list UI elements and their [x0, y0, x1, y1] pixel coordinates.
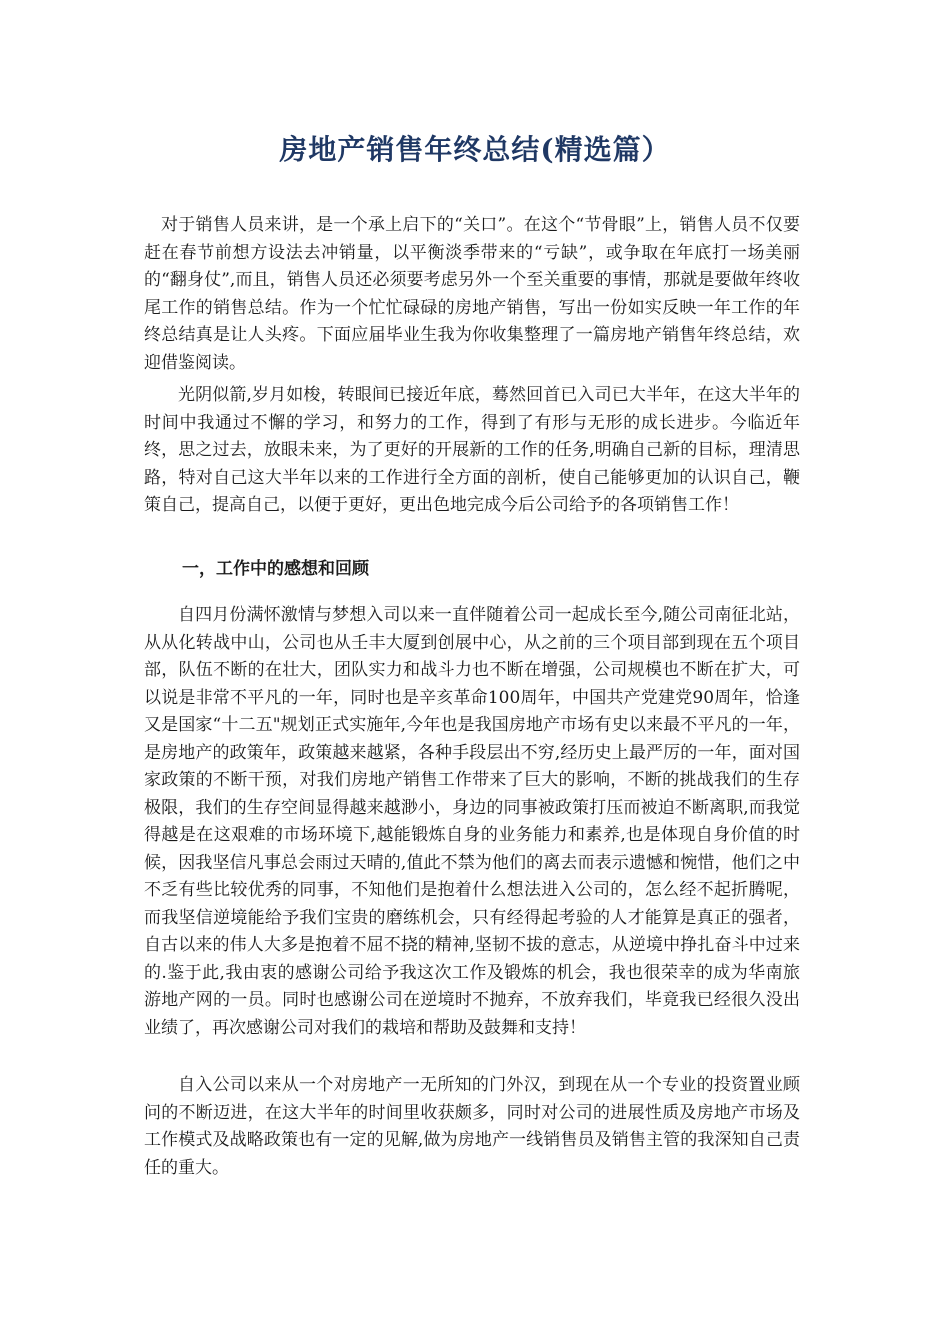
document-title: 房地产销售年终总结(精选篇） [279, 133, 671, 166]
review-paragraph: 自四月份满怀激情与梦想入司以来一直伴随着公司一起成长至今,随公司南征北站，从从化转战中山，公司也从壬丰大厦到创展中心，从之前的三个项目部到现在五个项目部，队伍不断的在壮大，团队实力和战斗力也不断在增强，公司规模也不断在扩大，可以说是非常不平凡的一年，同时也是辛亥革命100周年，中国共产党建党90周年，恰逢又是国家“十二五"规划正式实施年,今年也是我国房地产市场有史以来最不平凡的一年，是房地产的政策年，政策越来越紧，各种手段层出不穷,经历史上最严厉的一年，面对国家政策的不断干预，对我们房地产销售工作带来了巨大的影响，不断的挑战我们的生存极限，我们的生存空间显得越来越渺小，身边的同事被政策打压而被迫不断离职,而我觉得越是在这艰难的市场环境下,越能锻炼自身的业务能力和素养,也是体现自身价值的时候，因我坚信凡事总会雨过天晴的,值此不禁为他们的离去而表示遗憾和惋惜，他们之中不乏有些比较优秀的同事，不知他们是抱着什么想法进入公司的，怎么经不起折腾呢，而我坚信逆境能给予我们宝贵的磨练机会，只有经得起考验的人才能算是真正的强者，自古以来的伟人大多是抱着不屈不挠的精神,坚韧不拔的意志，从逆境中挣扎奋斗中过来的.鉴于此,我由衷的感谢公司给予我这次工作及锻炼的机会，我也很荣幸的成为华南旅游地产网的一员。同时也感谢公司在逆境时不抛弃，不放弃我们，毕竟我已经很久没出业绩了，再次感谢公司对我们的栽培和帮助及鼓舞和支持！ [144, 605, 800, 1038]
growth-paragraph: 自入公司以来从一个对房地产一无所知的门外汉，到现在从一个专业的投资置业顾问的不断迈进，在这大半年的时间里收获颇多，同时对公司的进展性质及房地产市场及工作模式及战略政策也有一定的见解,做为房地产一线销售员及销售主管的我深知自己责任的重大。 [144, 1075, 800, 1178]
opening-paragraph: 光阴似箭,岁月如梭，转眼间已接近年底，蓦然回首已入司已大半年，在这大半年的时间中我通过不懈的学习，和努力的工作，得到了有形与无形的成长进步。今临近年终，思之过去，放眼未来，为了更好的开展新的工作的任务,明确自己新的目标，理清思路，特对自己这大半年以来的工作进行全方面的剖析，使自己能够更加的认识自己，鞭策自己，提高自己，以便于更好，更出色地完成今后公司给予的各项销售工作！ [144, 385, 800, 515]
section-heading: 一，工作中的感想和回顾 [182, 559, 369, 579]
intro-paragraph: 对于销售人员来讲，是一个承上启下的“关口”。在这个“节骨眼”上，销售人员不仅要赶在春节前想方设法去冲销量，以平衡淡季带来的“亏缺”，或争取在年底打一场美丽的“翻身仗”,而且，销售人员还必须要考虑另外一个至关重要的事情，那就是要做年终收尾工作的销售总结。作为一个忙忙碌碌的房地产销售，写出一份如实反映一年工作的年终总结真是让人头疼。下面应届毕业生我为你收集整理了一篇房地产销售年终总结，欢迎借鉴阅读。 [144, 215, 800, 373]
